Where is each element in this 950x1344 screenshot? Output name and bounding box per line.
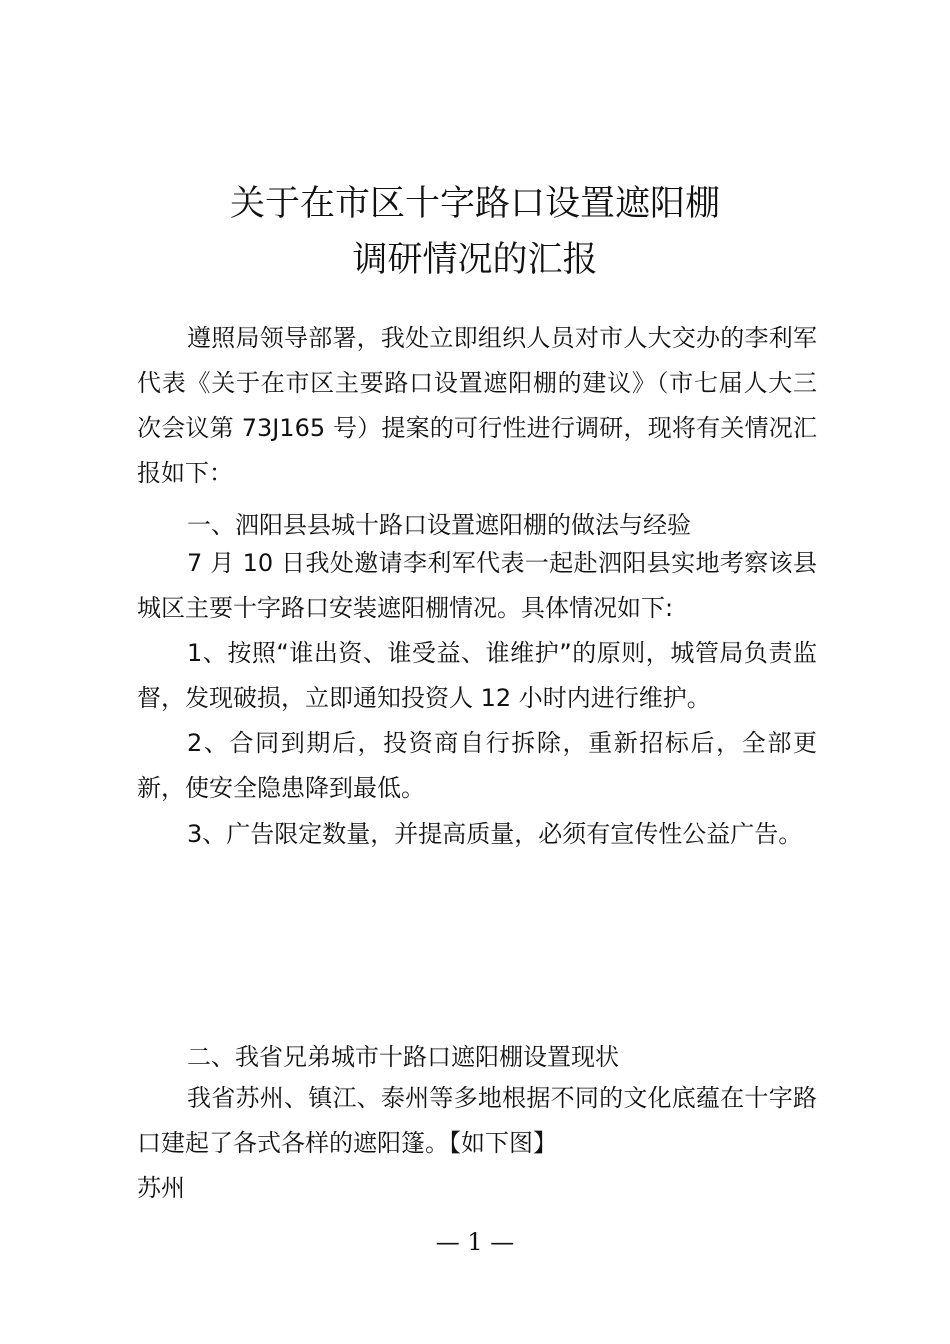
- document-title-line-1: 关于在市区十字路口设置遮阳棚: [229, 184, 720, 224]
- page-number: — 1 —: [435, 1228, 515, 1256]
- section-2-paragraph: 我省苏州、镇江、泰州等多地根据不同的文化底蕴在十字路口建起了各式各样的遮阳篷。【如下图】: [137, 1084, 817, 1157]
- city-label-suzhou: 苏州: [137, 1174, 185, 1202]
- section-1-item-3: 3、广告限定数量，并提高质量，必须有宣传性公益广告。: [187, 820, 803, 848]
- section-1-paragraph: 7 月 10 日我处邀请李利军代表一起赴泗阳县实地考察该县城区主要十字路口安装遮阳棚情况。具体情况如下:: [137, 549, 817, 622]
- section-1-heading: 一、泗阳县县城十路口设置遮阳棚的做法与经验: [187, 511, 691, 539]
- section-1-item-1: 1、按照“谁出资、谁受益、谁维护”的原则，城管局负责监督，发现破损，立即通知投资人 12 小时内进行维护。: [137, 639, 817, 712]
- intro-paragraph: 遵照局领导部署，我处立即组织人员对市人大交办的李利军代表《关于在市区主要路口设置遮阳棚的建议》（市七届人大三次会议第 73J165 号）提案的可行性进行调研，现将有关情况汇报如下：: [137, 324, 817, 487]
- section-2-heading: 二、我省兄弟城市十路口遮阳棚设置现状: [187, 1043, 619, 1071]
- document-title-line-2: 调研情况的汇报: [352, 240, 598, 280]
- section-1-item-2: 2、合同到期后，投资商自行拆除，重新招标后，全部更新，使安全隐患降到最低。: [137, 729, 817, 802]
